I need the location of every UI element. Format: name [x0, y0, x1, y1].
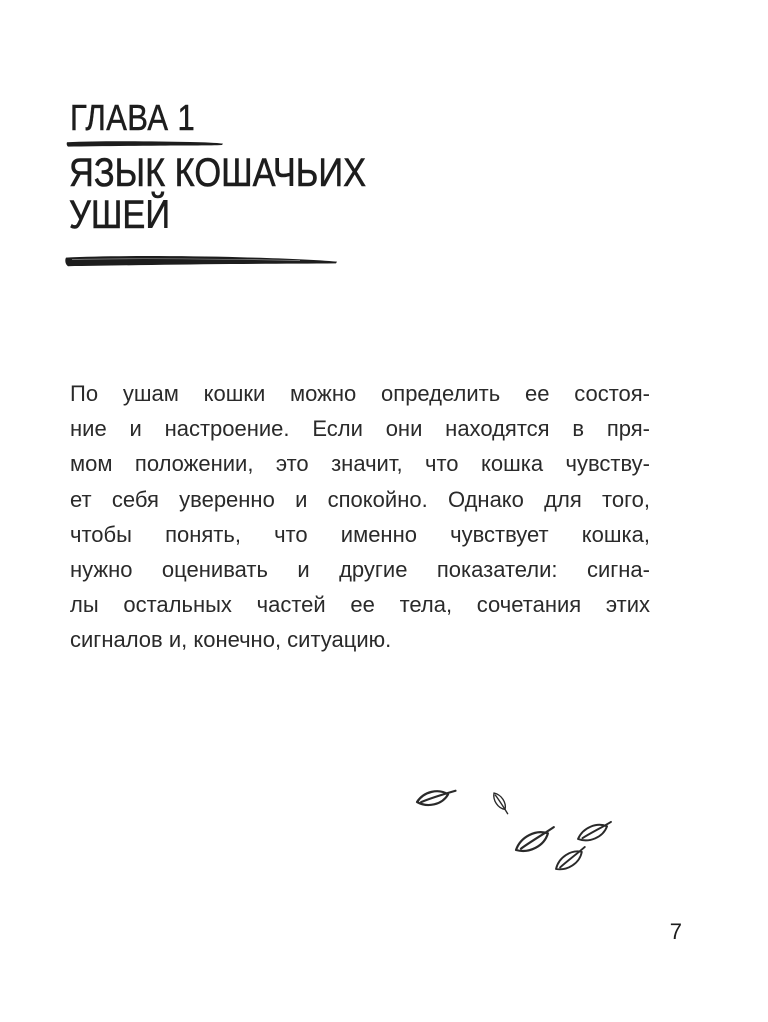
- leaf-icon: [575, 819, 614, 844]
- paragraph-line: По ушам кошки можно определить ее состоя-: [70, 381, 650, 406]
- brush-underline-short: [67, 141, 223, 146]
- leaf-icon: [491, 791, 511, 816]
- paragraph-line: чтобы понять, что именно чувствует кошка,: [70, 521, 650, 547]
- paragraph-line: ние и настроение. Если они находятся в пря-: [70, 416, 650, 442]
- paragraph-line: ет себя уверенно и спокойно. Однако для того,: [70, 486, 650, 512]
- page-number: 7: [669, 919, 682, 944]
- leaf-icon: [553, 844, 590, 874]
- chapter-title: [69, 152, 366, 236]
- brush-texture: [72, 259, 300, 261]
- body-paragraph: [70, 376, 650, 658]
- paragraph-line: лы остальных частей ее тела, сочетания этих: [70, 592, 650, 618]
- paragraph-line: нужно оценивать и другие показатели: сигна-: [70, 556, 650, 582]
- chapter-title-line: УШЕЙ: [69, 193, 171, 237]
- leaf-icon: [416, 787, 458, 808]
- leaf-icon: [513, 824, 559, 856]
- paragraph-line: сигналов и, конечно, ситуацию.: [70, 627, 392, 653]
- brush-underline-long: [65, 256, 337, 266]
- leaves-illustration: [416, 787, 615, 874]
- chapter-label: ГЛАВА 1: [70, 97, 196, 138]
- paragraph-line: мом положении, это значит, что кошка чувству-: [70, 451, 650, 477]
- chapter-title-line: ЯЗЫК КОШАЧЬИХ: [69, 151, 367, 195]
